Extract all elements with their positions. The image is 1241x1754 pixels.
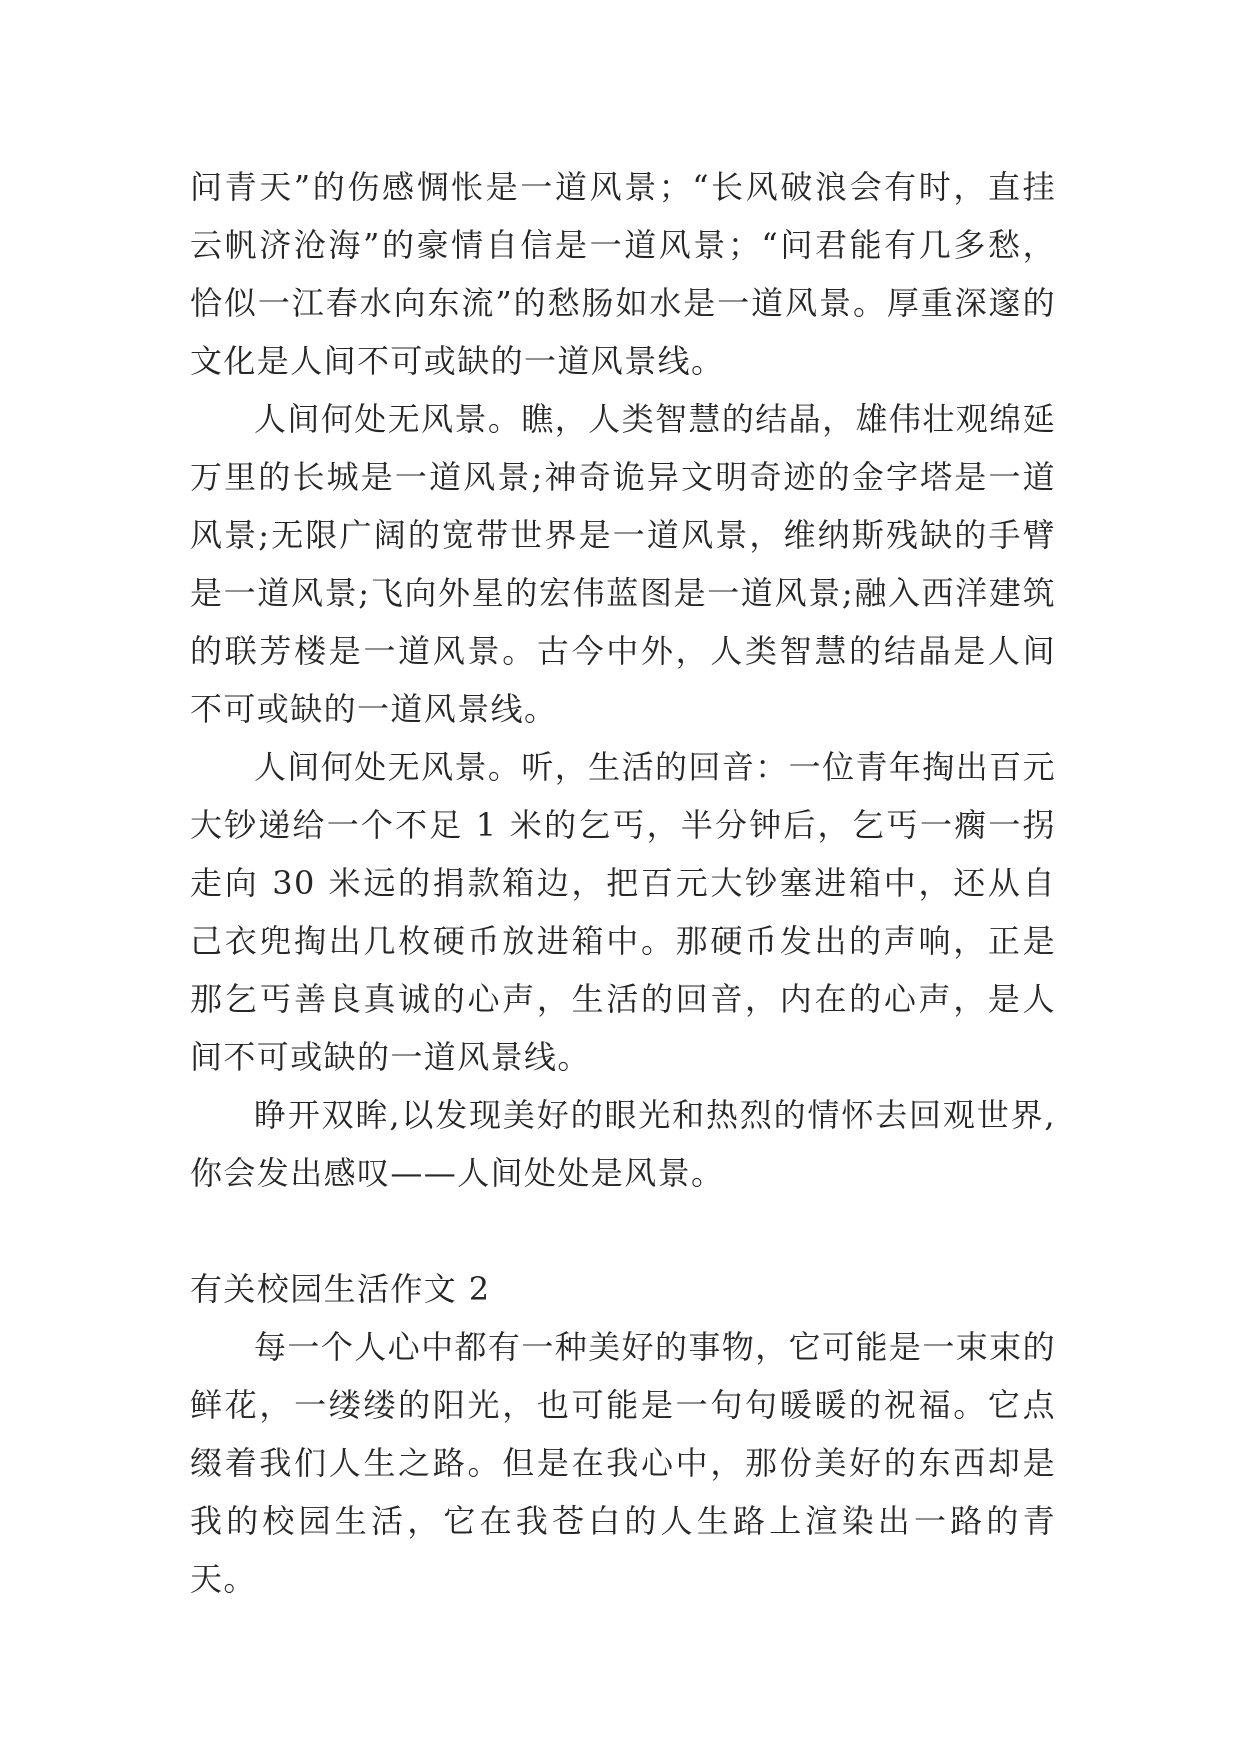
paragraph-continued: 问青天”的伤感惆怅是一道风景；“长风破浪会有时，直挂云帆济沧海”的豪情自信是一道风景；“问君能有几多愁，恰似一江春水向东流”的愁肠如水是一道风景。厚重深邃的文化是人间不可或缺的一道风景线。 xyxy=(190,168,1056,380)
paragraph-campus-life: 每一个人心中都有一种美好的事物，它可能是一束束的鲜花，一缕缕的阳光，也可能是一句句暖暖的祝福。它点缀着我们人生之路。但是在我心中，那份美好的东西却是我的校园生活，它在我苍白的人生路上渲染出一路的青天。 xyxy=(190,1328,1056,1598)
section-title: 有关校园生活作文 2 xyxy=(190,1270,491,1308)
paragraph-conclusion: 睁开双眸,以发现美好的眼光和热烈的情怀去回观世界,你会发出感叹——人间处处是风景。 xyxy=(190,1096,1056,1192)
paragraph-great-wall: 人间何处无风景。瞧，人类智慧的结晶，雄伟壮观绵延万里的长城是一道风景;神奇诡异文明奇迹的金字塔是一道风景;无限广阔的宽带世界是一道风景，维纳斯残缺的手臂是一道风景;飞向外星的宏伟蓝图是一道风景;融入西洋建筑的联芳楼是一道风景。古今中外，人类智慧的结晶是人间不可或缺的一道风景线。 xyxy=(190,400,1056,728)
paragraph-beggar: 人间何处无风景。听，生活的回音：一位青年掏出百元大钞递给一个不足 1 米的乞丐，半分钟后，乞丐一瘸一拐走向 30 米远的捐款箱边，把百元大钞塞进箱中，还从自己衣兜掏出几枚硬币放进箱中。那硬币发出的声响，正是那乞丐善良真诚的心声，生活的回音，内在的心声，是人间不可或缺的一道风景线。 xyxy=(190,748,1056,1076)
document-body xyxy=(190,158,1056,1608)
